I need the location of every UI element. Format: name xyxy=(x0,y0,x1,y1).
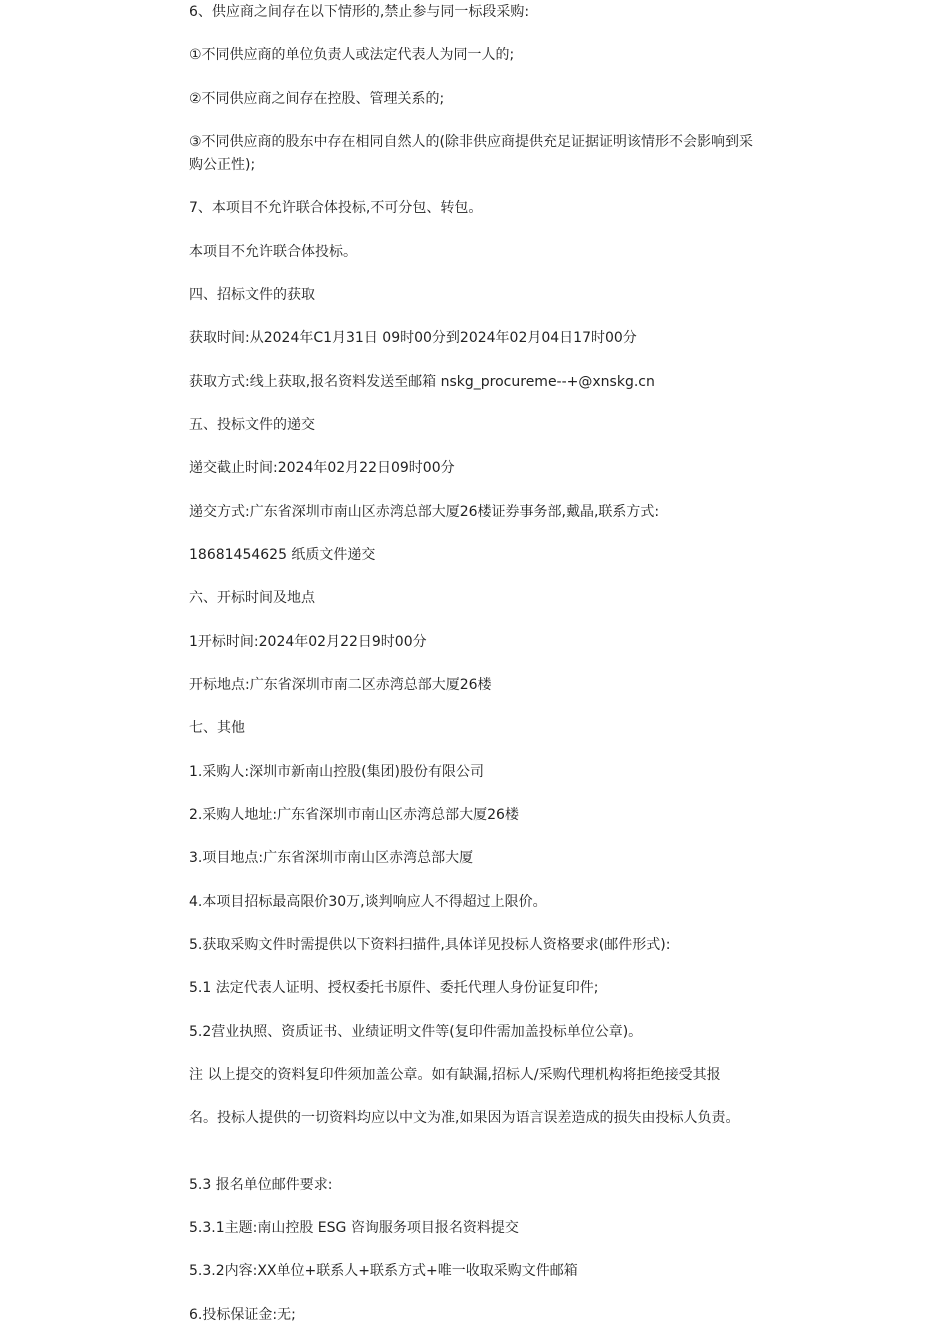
section-heading-other: 七、其他 xyxy=(189,720,245,736)
paragraph-obtain-method: 获取方式:线上获取,报名资料发送至邮箱 nskg_procureme--+@xnskg.cn xyxy=(189,374,655,390)
paragraph-no-consortium-subcontract: 7、本项目不允许联合体投标,不可分包、转包。 xyxy=(189,200,483,216)
paragraph-supplier-restrictions: 6、供应商之间存在以下情形的,禁止参与同一标段采购: xyxy=(189,4,530,20)
paragraph-price-cap: 4.本项目招标最高限价30万,谈判响应人不得超过上限价。 xyxy=(189,894,547,910)
paragraph-contact-phone: 18681454625 纸质文件递交 xyxy=(189,547,376,563)
paragraph-note: 注 以上提交的资料复印件须加盖公章。如有缺漏,招标人/采购代理机构将拒绝接受其报 xyxy=(189,1067,721,1083)
paragraph-language-note: 名。投标人提供的一切资料均应以中文为准,如果因为语言误差造成的损失由投标人负责。 xyxy=(189,1110,740,1126)
paragraph-purchaser: 1.采购人:深圳市新南山控股(集团)股份有限公司 xyxy=(189,764,484,780)
paragraph-materials-5-1: 5.1 法定代表人证明、授权委托书原件、委托代理人身份证复印件; xyxy=(189,980,599,996)
paragraph-submission-method: 递交方式:广东省深圳市南山区赤湾总部大厦26楼证券事务部,戴晶,联系方式: xyxy=(189,504,660,520)
paragraph-required-materials: 5.获取采购文件时需提供以下资料扫描件,具体详见投标人资格要求(邮件形式): xyxy=(189,937,671,953)
paragraph-no-consortium: 本项目不允许联合体投标。 xyxy=(189,244,357,260)
paragraph-materials-5-2: 5.2营业执照、资质证书、业绩证明文件等(复印件需加盖投标单位公章)。 xyxy=(189,1024,643,1040)
paragraph-opening-location: 开标地点:广东省深圳市南二区赤湾总部大厦26楼 xyxy=(189,677,492,693)
section-heading-submission: 五、投标文件的递交 xyxy=(189,417,315,433)
paragraph-submission-deadline: 递交截止时间:2024年02月22日09时00分 xyxy=(189,460,455,476)
paragraph-same-legal-rep: ①不同供应商的单位负责人或法定代表人为同一人的; xyxy=(189,47,515,63)
paragraph-opening-time: 1开标时间:2024年02月22日9时00分 xyxy=(189,634,427,650)
paragraph-holding-relation: ②不同供应商之间存在控股、管理关系的; xyxy=(189,91,445,107)
paragraph-project-location: 3.项目地点:广东省深圳市南山区赤湾总部大厦 xyxy=(189,850,474,866)
paragraph-bid-bond: 6.投标保证金:无; xyxy=(189,1307,296,1323)
paragraph-email-content: 5.3.2内容:XX单位+联系人+联系方式+唯一收取采购文件邮箱 xyxy=(189,1263,578,1279)
paragraph-email-requirements: 5.3 报名单位邮件要求: xyxy=(189,1177,333,1193)
section-heading-opening: 六、开标时间及地点 xyxy=(189,590,315,606)
paragraph-email-subject: 5.3.1主题:南山控股 ESG 咨询服务项目报名资料提交 xyxy=(189,1220,519,1236)
section-heading-obtain-documents: 四、招标文件的获取 xyxy=(189,287,315,303)
paragraph-same-shareholder: ③不同供应商的股东中存在相同自然人的(除非供应商提供充足证据证明该情形不会影响到采购公正性); xyxy=(189,134,754,173)
paragraph-purchaser-address: 2.采购人地址:广东省深圳市南山区赤湾总部大厦26楼 xyxy=(189,807,519,823)
paragraph-obtain-time: 获取时间:从2024年C1月31日 09时00分到2024年02月04日17时00分 xyxy=(189,330,637,346)
